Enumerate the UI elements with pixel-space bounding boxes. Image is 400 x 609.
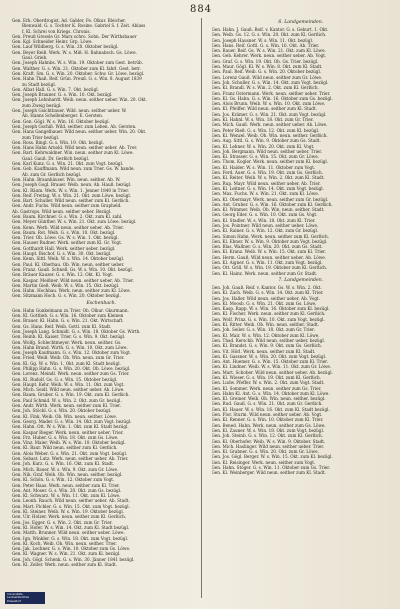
register-line: Gen. Weib. Gs. 12. G. s. Win. 20. Okt. zum Kl. Gerßich. [211,32,327,38]
register-line: Gen. Thad. Kerschb. Wild neun. seither ueber. bezügl. [211,337,326,343]
register-line: Gen. Lorenz. Meindl. Werk. neun. seither zum Gs. Trier. [12,371,130,377]
register-line: Gen. Bart. Schuller. Wild neun. seither zum Kl. Gerßich. [12,198,130,204]
register-line: Gen. Geb. Kehrer. Werk. neun. seither ueber. Ab. Vogt. [211,53,327,59]
register-line: Gen. Albat Hall. G. s. Win. 7. Okt. bezügl. [12,86,99,92]
register-line: Gen. Kasp. Rapp. W. s. Win. 16. Oktober zum Kl. bezügl. [211,306,330,312]
register-line: Gen. Joseph Gsichtbauer. Wild. neun. seither ueber. W. [12,108,127,114]
register-line: Gen. Thom. Kogler. Werk. neun. seither zum Kl. bezügl. [211,159,329,165]
register-line: Gen. Alois Brunn. Weib. W. s. Win. 10. Okt. zum Löwe. [211,101,326,107]
register-line: Gen. Trier. Ob. Löwe. Gs. W. s. Win. 1. Okt. bezügl. [12,235,119,241]
right-column [212,18,391,598]
register-line: Gen. Max. Fuchs. W. s. Win. 21. Okt. zum Kl. Löwe. [211,191,320,197]
register-line: Gen. Kl. Brandl. W. s. Win. 2. Okt. zum Kl. Gerßich. [211,85,319,91]
register-line: Gen. Blas. Wallner. G. s. Win. 20. Okt. zum Gs. Stadt. [211,244,323,250]
register-line: Bienwald. G. s. Tochter K. Rosine. Gabriel S. f. Zeit. Ablass [22,23,146,29]
column-divider [201,18,202,598]
register-line: Gen. Kl. Moosb. G. s. Win. 21. Okt. zum Gs. Löwe. [211,300,317,306]
register-line: Gen. Haupt. Kehr. Weib. W. s. Win. 11. Okt. zum Vogt. [12,381,125,387]
register-line: Gen. Bened. Hahn. Werk. neun. seither zum Gs. Löwe. [211,422,326,428]
register-line: Gen. Sitzmann Hoch. G. s. Win. 20. Oktober bezügl. [12,293,121,299]
register-line: Gen. Aug. Sittl. G. s. Win. 9. Oktober zum Gs. Stadt. [211,138,321,144]
register-line: Gen. Hahn. Stöger. G. s. Win. 11. Oktober zum Gs. Trier. [211,465,331,471]
register-line: Gen. Reinh. Kl. Kaiser. Trier. G. s. Win. 9. Okt. bezügl. [12,334,126,340]
register-line: Gen. Wolf. Prinz. G. s. Win. 10. Okt. zum Vogt. bezügl. [211,316,325,322]
register-line: Gen. Gen. Gögl. W. s. Win. 16. Oktober bezügl. [12,118,110,124]
register-line: Gen. Beyer Reiß. Werk. W. s. Miß. H. Bahnabsch. Gs. Löwe. [12,49,137,55]
register-line: Gen. Kl. Wimmer. Weib. Ob. Win. neun. seither. Stadt. [211,207,325,213]
register-line: Gen. Kl. Wieser. G. s. Win. 19. Okt. zum Kl. Gerßich. [211,375,322,380]
register-line: Gen. Hahn Brand. Wirth. G. s. Win. 10. Okt. zum Löwe. [12,344,128,350]
register-line: Gen. Mart. Pichler. G. s. Win. 15. Okt. zum Vogt. bezügl. [12,503,130,509]
register-line: Gen. Kl. Ebner. W. s. Win. 9. Oktober zum Vogt. bezügl. [211,238,328,244]
register-line: Gen. Peter Haas. Werk. neun. seither zum Kl. Trier. [12,482,120,488]
register-line: Gen. Alois Weber. G. s. Win. 21. Okt. zum Vogt. bezügl. [12,450,128,456]
section-heading: 7. Landgemeinden. [278,277,324,283]
register-line: Gen. Hahn. J. Gauß. Reif. v. Kantor. G. s. Geburt. 1. Okt. [211,27,329,32]
register-line: Gen. Kl. Hofer. W. s. Win. 14. Okt. zum Kl. Stadt bezügl. [12,524,130,530]
register-line: Gen. Joh. Steinb. G. s. Win. 12. Okt. zum Kl. Gerßich. [211,433,323,439]
register-line: Gen. Philipp Hahn. G. s. Win. 20. Okt. Ob. Löwe. bezügl. [12,366,131,371]
register-line: Gen. Kaspar Rieger. Werk. neun. seither ueber. Trier. [12,429,124,435]
register-line: Gen. Paul Schmid. W. s. Win. 2. Okt. zum Gr. bezügl. [12,397,122,403]
register-line: Gaul. Grieb. [22,55,48,61]
stamp-line: Universitäts- [7,592,24,596]
register-line: Ab. zum Gr. Gerßich bezügl. [22,171,82,177]
register-line: Gen. Joh. Stöckl. G. s. Win. 20. Oktober bezügl. [12,408,112,414]
register-line: Gen. Jos. Haller. Wild neun. seither ueber. Ab. Vogt. [211,295,321,301]
register-line: Gen. Geb. Kauffmann. Wild neun. zum Trier. Gs. W. hande. [12,166,135,172]
register-line: Gen. Kl. Gs. Hahn. G. s. Win. 16. Oktober zum Gs. bezügl. [211,95,333,101]
register-line: Gen. Kl. Ritter. Weib. Ob. Win. neun. seither. Stadt. [211,322,319,328]
register-line: Gen. Karl Kunz. G. s. Win. 21. Okt. zum Vogt. bezügl. [12,161,124,167]
section-heading: 6. Landgemeinden. [278,20,324,25]
register-line: Gen. Gotthardt Hall. Werk. seither ueber. bezügl. [12,245,116,251]
register-line: Gen. Hans Gangelbauer. Wild neun. seither ueber. Win. 20. Okt. [12,129,147,135]
register-line: Gen. Mich. Bauer. W. s. Win. 9. Okt. zum Gr. Löwe. [12,466,119,472]
register-line: Gen. Joseph Brauner. G. s. Win. 10. Okt. bezügl. [12,92,113,98]
register-line: Gen. Ant. Moser. G. s. Win. 20. Okt. zum Gs. bezügl. [12,487,122,493]
register-line: Gen. Kgl. Schneider Heinr. Grp. Löwe. [12,39,93,45]
register-line: Gen. Joh. Schuller. G. s. Win. 14. Okt. zum Vogt. bezügl. [211,79,329,85]
register-line: Ab. Hanns Schellenberger. E. Gersten. [22,113,104,119]
register-line: Gen. Jos. Gögl. Berger. W. s. Win. 15. Okt. zum Kl. bezügl. [211,454,333,460]
register-line: Gen. Hahn Thaß. Reif. Grün. Preuß. G. s. Win. 8. August 1839 [12,76,142,82]
register-line: Gen. Kl. Schön. G. s. Win. 12. Oktober zum Vogt. [12,477,115,483]
register-line: Gen. Rud. Gauß. G. s. Win. 21. Okt. zum Gr. Gerßich. [211,401,323,407]
register-line: Gen. Maur. Gögl. Kl. W. s. Win. 8. Okt. zum Kl. Stadt. [211,64,323,70]
register-line: Gen. Flor. Sturm. Wild neun. seither ueber. Ab. Vogt. [211,412,323,418]
register-line: Gen. Baum. Kirchner. G. s. Win. 2. Okt. zum Kl. zahl. [12,213,123,219]
register-line: Gen. Fried. Weiß. Weib. Ob. Win. neun. zum Gr. Trier. [12,355,125,361]
register-line: Gen. Kl. Renner. G. s. Win. 10. Oktober zum Kl. Trier. [211,417,324,423]
register-line: Gen. Baum. Rot. Weib. G. s. Win. 10. Okt. bezügl. [12,229,116,235]
register-line: Gen. Hauser Rudner. Werk. seither zum Kl. Gr. Vogt. [12,240,123,246]
register-line: Gen. Kl. Koch. Weib. Ob. Win. neun. seither. Trier. [12,540,117,546]
stamp-line: Düsseldorf [7,599,21,603]
register-line: Gen. Kl. Zauner. W. s. Win. 18. Okt. zum Vogt. bezügl. [211,427,325,433]
register-line: Gen. Georg. Mader. G. s. Win. 14. Okt. zum Vogt. bezügl. [12,418,132,424]
register-line: Gen. Kl. Zeller. Werk. neun. seither zum Kl. Stadt. [12,561,117,567]
register-line: Gen. Bauer. Reif. Gs. W. s. Win. 21. Okt. zum Kl. Löwe. [211,48,326,54]
register-line: Gen. Reif. Freitag. W. s. Win. 21. Okt. zum Löwe. bezügl. [12,192,132,198]
register-line: Gen. Hans. Reif. Gottl. G. s. Win. 16. Okt. Ab. Trier. [211,42,320,48]
section-heading: Eschenbach. [86,300,117,306]
register-line: Gen. Kl. Gg. W. s. Win. 1. Okt. zum Kl. Stadt bezügl. [12,360,121,366]
register-line: Gen. Kenn. Sittl. Weib. W. s. Win. 14. Oktober bezügl. [12,256,125,262]
register-line: Gen. Kl. Gassner. W. s. Win. 20. Okt. zum Vogt. bezügl. [211,353,327,359]
register-line: Gen. Kl. Brandst. G. s. Win. 9. Okt. zum Gs. Gerßich. [211,343,322,349]
register-line: Gen. Kl. Wagner. W. s. Win. 21. Okt. zum Kl. bezügl. [12,551,121,557]
register-line: Gen. Kl. Strasser. G. s. Win. 15. Okt. zum Gr. Löwe. [211,154,319,160]
register-line: Gen. Erk. Oberdrogist, Ad. Gabler, Fe. Ölkur. Bleicher. [12,18,127,23]
register-line: Gen. Kl. Stadler. W. s. Win. 18. Okt. zum Kl. Trier. [211,217,316,223]
register-line: Gaul. Gauß. Dr. Gerßich bezügl. [22,155,90,161]
register-line: Gen. Walther. G. s. Win. 21. Oktober zum Kl. fahrl. Gest. betr. [12,65,141,71]
register-line: Gen. Kl. Reiter. Weib. W. s. Win. 2. Okt. zum Kl. Stadt. [211,175,325,181]
register-line: Gen. Baum. Gruber. G. s. Win. 19. Okt. zum Kl. Gerßich. [12,392,130,398]
register-line: Gen. Kl. Wenzel. Weib. Ob. Win. neun. seither. Gerßich. [211,132,328,138]
register-line: Gen. Kl. Fink. Weib. Ob. Win. neun. seither. Löwe. [12,413,118,419]
register-line: Gen. Kl. Hauer. W. s. Win. 16. Okt. zum Kl. Stadt bezügl. [211,406,330,412]
register-line: Gen. Andr. Wirth. Werk. neun. seither zum Kl. Trier. [12,403,122,409]
register-line: Gen. Kl. Reisinger. Werk. neun. seither zum Vogt. [211,459,316,465]
register-line: Gen. Lorenz Gauß. Wild neun. seither zum Gr. Löwe. [211,74,323,80]
register-line: Gen. Kl. Rudolf. Gs. G. s. Win. 15. Oktober bezügl. [12,376,118,382]
register-line: Gen. Brauer. Kl. Hahn. G. s. Win. 21. Okt. Wirtschaft. [12,318,124,324]
left-column [12,18,191,598]
register-line: Gen. Bart. Kehrwaldner. Win. neun. seither zum Kl. Löwe. [12,150,134,156]
register-line: Gen. Jos. Egger. G. s. Win. 2. Okt. zum Gr. Trier. [12,519,113,525]
register-line: Gen. Andr. Fuchs. Wild neun. seither zum Grapheld. [12,203,122,209]
register-line: Gen. Hans Hahn Arnold. Wild neun. seither ueber. Ab. Trer. [12,145,138,151]
register-line: Gen. Kl. Hainz. Werk. neun. seither zum Gr. Stadt. [211,270,318,276]
register-line: Gen. Hahn Kl. Ant. G. s. Win. 14. Oktober zum Kl. Löwe. [211,390,330,396]
register-line: Gen. Kl. Lehner. W. s. Win. 20. Okt. zum Kl. Vogt. [211,143,315,149]
register-line: Gen. Joseph Gogl. Brauer. Weib. neun. Ab. Hauß. bezügl. [12,182,132,188]
register-line: Gen. Joh. Bergmann. Wild neun. seither ueber. Trier. [211,148,323,154]
register-line: Gen. Kl. Bäum. Werk. W. s. Win. 1. Jenner 1840 in Trier. [12,187,130,193]
register-line: f. Kl. Schrei von Kriegs. Chronis. [22,28,91,34]
register-line: Gen. Kenn. Werb. Wild neun. seither ueber. Ab. Trier. [12,224,124,230]
library-stamp [5,592,45,604]
register-line: Gen. Mich. Seidl. Wild neun. seither ueber. Ab. Löwe. [12,387,125,393]
register-line: Gen. Hahn Gunkelmann zu Trier. Ob. Ölkur. Gkurmann. [12,307,129,313]
register-line: Gen. Mart. Schober. Wild neun. seither ueber. Ab. bezügl. [211,369,333,375]
page-number: 884 [189,4,213,15]
register-line: Gen. Kl. Sommer. Werk. neun. seither zum Gs. Trier. [211,385,322,391]
register-line: Gen. Leonh. Rauch. Wild neun. seither ueber. Ab. Stadt. [12,498,130,504]
register-line: Gen. Joseph Lehnhardt. Weib. neun. seither ueber. Win. 20. Okt. [12,97,148,103]
register-line: Gen. Wolfg. Schlechtmeyer. Werk. neun. seither. Gs. [12,339,122,345]
stamp-line: Landesbibliothek [7,596,30,600]
register-line: Gen. Joseph Hausner. W. s. Win. 11. Okt. bezügl. [211,37,314,43]
register-line: Gen. Kl. Steiner. Weib. W. s. Win. 19. Oktober bezügl. [12,509,124,515]
register-line: Gen. Lauf Wildberg. G. s. Win. 20. Oktober bezügl. [12,44,119,50]
register-line: Gen. Hahn. Ott. W. s. Win. 1. Okt. zum Kl. Stadt bezügl. [12,424,129,430]
register-line: Gen. Kl. Hahnl. W. s. Win. 18. Okt. zum Gr. Trier. [211,117,314,123]
register-line: Gen. Matth. Brunner. Wild neun. seither ueber. Löwe. [12,530,125,536]
register-line: Gen. Gs. Hans. Reif. Weib. Gottl. zum Kl. Stadt. [12,323,112,329]
register-line: Gen. Kl. Mair. W. s. Win. 12. Oktober zum Kl. Löwe. [211,332,320,338]
register-line: Gen. Ign. Winkler. G. s. Win. 18. Okt. zum Vogt. bezügl. [12,535,129,541]
register-line: Gen. Nik. Graf. Weib. Ob. Win. neun. seither. bezügl. [12,471,123,477]
register-line: Gen. Paul. Kl. Oberbau. Ob. Win. neun. seither ueber. [12,261,125,267]
register-line: Gen. Joseph Hahnbs. W. s. Win. 19. Oktober zum Gest. betrüb. [12,60,143,66]
register-line: Gen. Ant. Huemer. G. s. Win. 15. Oktober zum Kl. Trier. [211,359,328,365]
register-line: Gen. Ott. Grill. W. s. Win. 19. Oktober zum Kl. Gerßich. [211,265,328,271]
register-line: Gen. Rup. Mayr. Wild neun. seither ueber. Ab. Trier. [211,180,321,186]
register-line: Gen. Ulr. Holzer. Werk. neun. seither zum Kl. Gerßich. [12,514,127,520]
register-line: Gen. Haupt. Bischof. G. s. Win. 30. Okt. bezügl. [12,251,112,257]
register-line: Gen. Joseph Kaufmann. G. s. Win. 12. Oktober zum Vogt. [12,350,132,356]
register-line: Gen. Franz. Gauß. Schnell. Gs. W. s. Win. 10. Okt. bezügl. [12,266,134,272]
register-line: Gen. Frz. Huber. G. s. Win. 18. Okt. zum Gs. Löwe. [12,434,119,440]
text-columns [12,18,390,598]
register-line: Gen. Kl. Obermayr. Werk. neun. seither zum Gr. bezügl. [211,196,329,202]
register-line: Gen. Kl. Grabner. G. s. Win. 20. Okt. zum Gr. Löwe. [211,449,319,455]
register-line: Gen. Graf. G. s. Win. 19. Okt. Ob. Gs. Trier. bezügl. [211,58,319,64]
register-line: Gen. Herm. Gauß. Wild neun. seither ueber. Ab. Löwe. [211,254,327,260]
register-line: Gen. Jos. Krämer. G. s. Win. 21. Okt. zum Vogt. bezügl. [211,111,327,117]
register-line: Gen. Joseph Lang. Schmidt. G. s. Win. 18. Oktober Gs. Wirth. [12,328,141,334]
register-line: Gen. Jak. Lechner. G. s. Win. 10. Oktober zum Gs. Löwe. [12,546,131,552]
register-line: Gen. Ant. Gruber. G. s. Win. 16. Oktober zum Kl. Gerßich. [211,201,333,207]
register-line: Gen. Sebast. Lutz. Werk. neun. seither ueber. Ab. Trier. [12,456,129,462]
register-line: Gen. Mich. Haslinger. Wild neun. seither ueber. Trier. [211,443,325,449]
register-line: Gen. Joh. Seiler. G. s. Win. 18. Okt. zum Gr. Trier. [211,327,315,333]
register-line: Gen. Kl. Pfeiffer. Wild neun. seither zum Kl. Stadt. [211,106,317,112]
register-line: Gen. Kl. Lindner. Weib. W. s. Win. 11. Okt. zum Gr. Löwe. [211,364,332,370]
register-line: Gen. Bräuer Kauzer. G. s. Win. 12. Okt. Kl. Vogt. [12,272,114,278]
register-line: Gen. Kl. Haider. W. s. Win. 11. Oktober zum Vogt. [211,164,316,170]
register-line: Gen. Kl. Gottlieb. G. s. Win. 16. Oktober zum Kleinen [12,313,124,319]
register-line: Gen. Meyer Günther. W. s. Win. 21. Okt. zum Löwe. bezügl. [12,219,137,225]
register-line: zu Stadt bezügl. [22,81,57,87]
register-line: Gen. Vinz. Maier. Weib. W. s. Win. 10. Oktober bezügl. [12,440,126,446]
register-line: Gen. Kraft. Sm. G. s. Win. 20. Oktober. Schw. Gr. Löwe. bezügl. [12,70,145,76]
register-line: Gen. Kl. Baur. Wild neun. seither zum Kl. Gerßich. [12,445,118,451]
register-line: zum Trier bezügl. [22,134,60,140]
register-line: Gen. Kl. Aigner. G. s. Win. 11. Okt. zum Vogt. bezügl. [211,260,323,266]
register-line: Gen. Hahn. Braunhäuser. Win. neun. seither. Ab. W. [12,176,121,182]
register-line: Gen. Martin Gieß. Weib. W. s. Win. 15. Okt. bezügl. [12,282,120,288]
register-line: Gen. Simon Hahn. Werk. neun. seither zum Kl. Gerßich. [211,233,329,239]
register-line: Gen. Kl. Greiner. Weib. Ob. Win. neun. seither. bezügl. [211,396,326,402]
register-line: Gen. Joh. Gauß. Reif. v. Kantor. Gs. W. s. Win. 2. Okt. [211,284,322,290]
register-line: Gen. Georg Eder. G. s. Win. 10. Okt. zum Gs. Vogt. [211,212,318,218]
register-line: Gen. Joh. Gögl. Schenk. G. s. Win. 30. Jänner 1841 bezügl. [12,556,135,562]
register-line: Gen. Kaspar. Meißner. Wild neun. seither ueber. Ab. Trier. [12,277,134,283]
register-line: Gen. Paul. Reif. Weib. G. s. Win. 20. Oktober bezügl. [211,69,322,75]
register-line: Gen. Kl. Leitner. G. s. Win. 14. Okt. zum Vogt. bezügl. [211,185,324,191]
register-line: Gen. Peter Rieß. G. s. Win. 12. Okt. zum Kl. bezügl. [211,127,320,133]
register-line: Gen. Franz Ostermann. Werk. neun. seither ueber. Trier. [211,90,331,96]
register-line: Gen. Kl. Kranz. Weib. W. s. Win. 15. Okt. zum Kl. Trier. [211,249,326,255]
register-line: Gen. Kl. Fischer. Werk. neun. seither zum Kl. Gerßich. [211,311,326,317]
register-line: Gen. Ferd. Auer. G. s. Win. 19. Okt. zum Gs. Gerßich. [211,170,323,176]
register-line: Gen. Mich. Gauß. Werk. neun. seither ueber. Ab. Löwe. [211,122,328,128]
register-line: Gen. Kl. Weinberger. Wild neun. seither zum Kl. Stadt. [211,470,326,476]
register-line: Gen. Kl. Oberhofer. Weib. W. s. Win. 9. Oktober. Stadt. [211,438,326,444]
register-line: Gen. Ross. Bingl. G. s. Win. 19. Okt. bezügl. [12,139,104,145]
register-line: Gen. Joh. Kurz. G. s. Win. 16. Okt. zum Kl. Stadt. [12,461,115,467]
register-line: Gen. Hahn. Hochbau. Werk. neun. seither zum Kl. Löwe. [12,288,131,294]
register-line: Ab. Gastrops. Wild neun. seither ueber. Bezügl. [12,208,112,214]
register-line: Gen. Kl. Rainer. G. s. Win. 12. Okt. zum Gr. bezügl. [211,228,319,234]
register-line: Gen. Joseph Gschiß. Wild. seither. zum Leben. Ab. Gersten. [12,123,137,129]
register-line: Gen. Ludw. Pfeffer. W. s. Win. 2. Okt. zum Vogt. Stadt. [211,380,325,386]
register-line: Gen. Kl. Zach. Weib. G. s. Win. 14. Okt. zum Kl. Trier. [211,290,324,296]
register-line: Gen. Vit. Hörl. Werk. neun. seither zum Kl. Stadt. [211,348,316,354]
register-line: Gen. Jos. Pointner. Wild neun. seither ueber. Löwe. [211,222,319,228]
register-line: Gen. Preuß Gressle Gr. Marx schro. Sohn. Der Wirthsbauer [12,33,137,39]
register-line: zum Zweig bezügl. [22,102,62,108]
register-line: Gen. Kl. Schwarz. W. s. Win. 11. Okt. zum Kl. Löwe. [12,493,121,499]
